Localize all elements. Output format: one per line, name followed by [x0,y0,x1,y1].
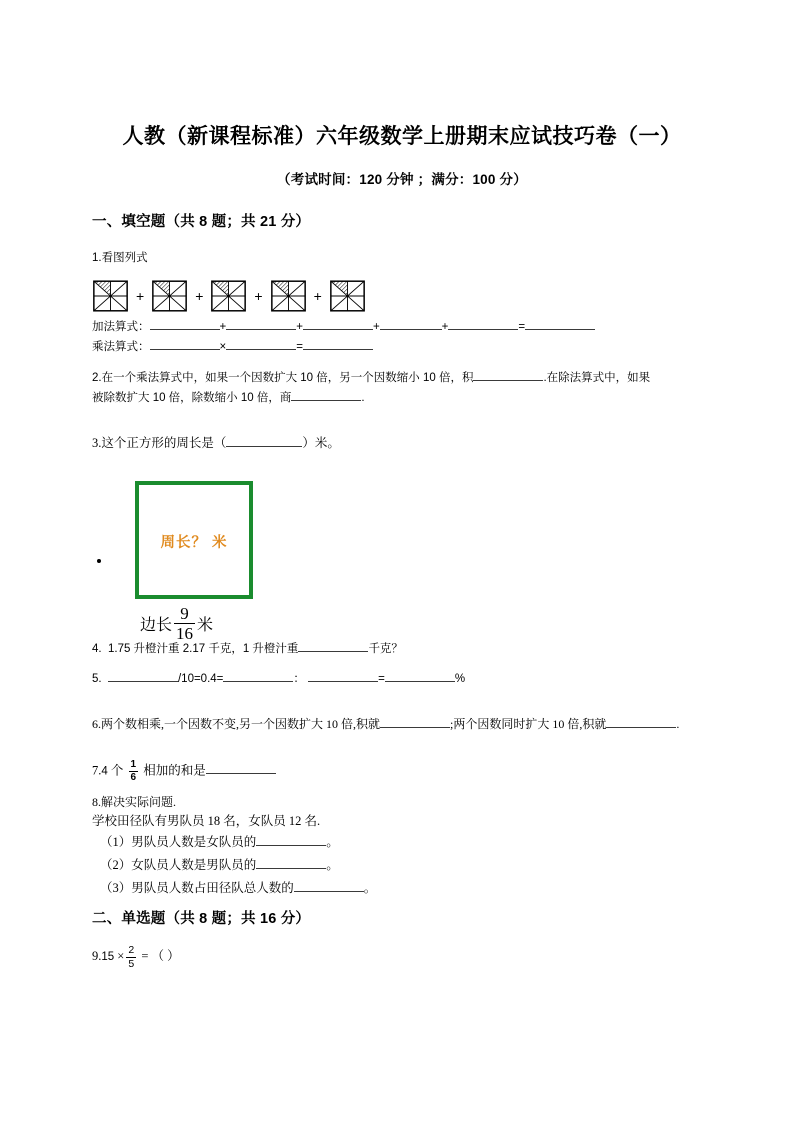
section-heading-fill-in-blank: 一、填空题（共 8 题；共 21 分） [92,214,311,231]
question-9-numerator: 2 [128,944,135,957]
question-3-text-after: ）米。 [302,435,340,450]
question-8-sub-2-label: （2） [100,858,132,873]
eighths-square-5 [329,279,366,313]
plus-a4: + [441,321,449,334]
blank-q3[interactable] [226,446,302,447]
blank-q8-1[interactable] [256,845,326,846]
document-content [92,0,712,969]
blank-q7[interactable] [206,773,276,774]
question-9-choice-parens[interactable]: （ ） [151,949,180,964]
plus-sign-1: + [136,288,145,305]
question-8-number: 8. [92,795,101,810]
side-length-suffix: 米 [197,617,214,635]
question-5 [92,669,712,689]
question-7-number: 7. [92,763,102,778]
bullet-point-icon [97,559,101,563]
question-8-sub-3 [92,877,712,900]
blank-add-2[interactable] [226,329,296,330]
question-4-number: 4. [92,643,102,656]
question-9-number: 9. [92,949,102,964]
question-2-text-part2: .在除法算式中，如果 [543,371,651,384]
blank-q4[interactable] [298,651,368,652]
addition-label: 加法算式： [92,321,150,334]
side-length-fraction [174,605,195,642]
plus-a1: + [219,321,227,334]
question-6-text-a: 6.两个数相乘,一个因数不变,另一个因数扩大 10 倍,积就 [92,717,381,732]
multiplication-label: 乘法算式： [92,341,150,354]
question-7-denominator: 6 [130,772,137,784]
eighths-square-3 [210,279,247,313]
question-8-sub-3-text: 男队员人数占田径队总人数的 [131,881,294,896]
blank-add-1[interactable] [150,329,220,330]
question-1-multiplication-line [92,337,712,357]
question-2-text-part1: 2.在一个乘法算式中，如果一个因数扩大 10 倍，另一个因数缩小 10 倍，积 [92,371,474,384]
equals-m: = [296,341,303,354]
page-title: 人教（新课程标准）六年级数学上册期末应试技巧卷（一） [122,125,682,148]
blank-q8-2[interactable] [256,868,326,869]
perimeter-question-label: 周长？ 米 [160,535,228,552]
question-9-operand: 15 [101,951,115,964]
question-7 [92,760,712,783]
blank-q6-1[interactable] [380,727,450,728]
question-6-text-c: . [676,717,680,732]
equals-a: = [518,321,526,334]
plus-a2: + [296,321,303,334]
question-9-fraction [126,945,136,969]
question-5-part2: ： [293,673,305,686]
question-9-operator: × [117,949,125,964]
plus-a3: + [372,321,380,334]
plus-sign-4: + [313,288,322,305]
blank-q2-2[interactable] [291,400,361,401]
question-5-part3: = [378,673,385,686]
eighths-square-1 [92,279,129,313]
blank-q2-1[interactable] [473,380,543,381]
exam-info-subtitle: （考试时间：120 分钟 ；满分：100 分） [277,172,527,188]
question-9-equals: = [141,949,149,964]
blank-q5-1[interactable] [108,681,178,682]
side-length-prefix: 边长 [140,617,173,635]
side-length-denominator: 16 [176,624,194,644]
question-8-sub-2-text: 女队员人数是男队员的 [131,858,257,873]
question-7-fraction [129,760,139,783]
question-4-text: 1.75 升橙汁重 2.17 千克，1 升橙汁重 [107,643,299,656]
blank-q5-2[interactable] [223,681,293,682]
question-4-text-after: 千克？ [368,643,403,656]
question-1-number: 1. [92,252,102,265]
question-1-text: 看图列式 [101,252,148,265]
question-1-addition-line [92,317,712,337]
question-3-figure [92,471,712,644]
question-7-value: 4 [101,765,108,778]
blank-mul-2[interactable] [226,349,296,350]
question-5-number: 5. [92,673,102,686]
question-8-sub-3-after: 。 [363,881,377,896]
side-length-label [140,605,213,642]
plus-sign-2: + [195,288,204,305]
question-2-period: . [361,391,365,404]
question-8-prompt [92,793,712,812]
blank-add-result[interactable] [525,329,595,330]
question-6-text-b: ;两个因数同时扩大 10 倍,积就 [450,717,607,732]
question-8-sub-1-after: 。 [326,835,339,849]
question-2-text-part3: 被除数扩大 10 倍，除数缩小 10 倍，商 [92,391,292,404]
section-heading-multiple-choice: 二、单选题（共 8 题；共 16 分） [92,911,311,928]
blank-add-5[interactable] [448,329,518,330]
question-7-unit: 个 [110,763,124,778]
question-8-sub-1-label: （1） [100,835,132,849]
blank-mul-result[interactable] [303,349,373,350]
times-m1: × [219,341,227,354]
blank-add-4[interactable] [380,329,442,330]
blank-q6-2[interactable] [606,727,676,728]
eighths-square-4 [270,279,307,313]
question-1-figure-row [92,279,712,313]
question-5-part4: % [454,673,466,686]
blank-q8-3[interactable] [294,891,364,892]
question-6 [92,715,712,734]
plus-sign-3: + [254,288,263,305]
eighths-square-2 [151,279,188,313]
blank-add-3[interactable] [303,329,373,330]
question-8-sub-2 [92,854,712,877]
question-5-part1: /10=0.4= [177,673,224,686]
question-8-prompt-text: 解决实际问题. [101,795,177,810]
question-3-text [92,434,712,453]
question-8-stem: 学校田径队有男队员 18 名，女队员 12 名. [92,813,321,828]
perimeter-square-shape [135,481,253,599]
question-8-sub-1-text: 男队员人数是女队员的 [131,835,257,849]
question-1-prompt [92,248,712,268]
question-3-text-before: 3.这个正方形的周长是（ [92,435,227,450]
blank-mul-1[interactable] [150,349,220,350]
question-2 [92,368,712,408]
question-7-text-after: 相加的和是 [143,763,206,778]
question-8-sub-1 [92,831,712,854]
blank-q5-4[interactable] [385,681,455,682]
question-8-sub-2-after: 。 [326,858,339,873]
question-9-denominator: 5 [128,957,135,970]
blank-q5-3[interactable] [308,681,378,682]
question-7-numerator: 1 [130,759,137,771]
side-length-numerator: 9 [180,604,189,624]
question-8-sub-3-label: （3） [100,881,132,896]
question-9 [92,945,712,969]
